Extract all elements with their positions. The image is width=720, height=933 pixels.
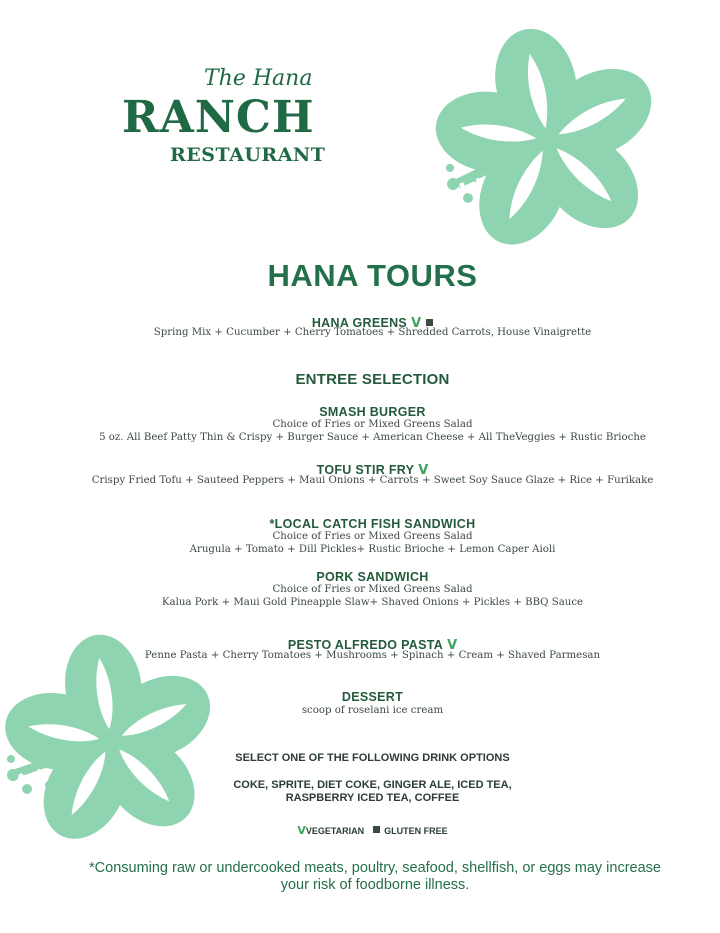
item-description: Crispy Fried Tofu + Sauteed Peppers + Maui Onions + Carrots + Sweet Soy Sauce Glaze + Rice + Furikake <box>91 475 654 486</box>
vegetarian-icon: V <box>297 824 306 837</box>
item-name-smash-burger: SMASH BURGER <box>319 405 426 419</box>
notice-line-2: your risk of foodborne illness. <box>280 877 470 893</box>
item-name: PESTO ALFREDO PASTA <box>287 638 444 652</box>
item-description: 5 oz. All Beef Patty Thin & Crispy + Burger Sauce + American Cheese + All TheVeggies + Rustic Brioche <box>99 432 646 443</box>
item-description: Penne Pasta + Cherry Tomatoes + Mushrooms + Spinach + Cream + Shaved Parmesan <box>144 650 601 661</box>
item-name: TOFU STIR FRY <box>316 463 415 477</box>
notice-line-1: *Consuming raw or undercooked meats, poultry, seafood, shellfish, or eggs may increase <box>89 860 661 876</box>
item-side: Choice of Fries or Mixed Greens Salad <box>272 531 473 542</box>
drink-heading: SELECT ONE OF THE FOLLOWING DRINK OPTIONS <box>235 752 510 764</box>
item-description: Kalua Pork + Maui Gold Pineapple Slaw+ Shaved Onions + Pickles + BBQ Sauce <box>161 597 584 608</box>
gluten-free-icon <box>373 826 380 833</box>
drink-options-line1: COKE, SPRITE, DIET COKE, GINGER ALE, ICED TEA, <box>233 779 512 791</box>
item-name-dessert: DESSERT <box>341 690 404 704</box>
item-side: Choice of Fries or Mixed Greens Salad <box>272 584 473 595</box>
item-name-pork-sandwich: PORK SANDWICH <box>316 570 429 584</box>
gluten-free-icon <box>426 319 433 326</box>
logo-ranch: RANCH <box>122 92 315 143</box>
food-safety-notice <box>30 860 720 894</box>
hibiscus-bottom-left <box>0 630 222 852</box>
vegetarian-icon: V <box>418 463 429 478</box>
vegetarian-icon: V <box>447 638 458 653</box>
vegetarian-icon: V <box>411 316 422 331</box>
legend-vegetarian: VEGETARIAN <box>305 826 365 836</box>
item-description: scoop of roselani ice cream <box>301 705 444 716</box>
item-description: Arugula + Tomato + Dill Pickles+ Rustic Brioche + Lemon Caper Aioli <box>189 544 556 555</box>
page-title: HANA TOURS <box>267 258 478 293</box>
section-heading-entree: ENTREE SELECTION <box>295 371 450 388</box>
restaurant-logo <box>122 66 362 176</box>
logo-restaurant: RESTAURANT <box>170 144 326 166</box>
item-name-local-catch: *LOCAL CATCH FISH SANDWICH <box>269 517 476 531</box>
logo-script: The Hana <box>204 66 313 91</box>
legend-gluten-free: GLUTEN FREE <box>384 826 448 836</box>
item-description: Spring Mix + Cucumber + Cherry Tomatoes + Shredded Carrots, House Vinaigrette <box>153 327 592 338</box>
item-name: HANA GREENS <box>311 316 408 330</box>
dietary-legend <box>0 824 720 837</box>
item-side: Choice of Fries or Mixed Greens Salad <box>272 419 473 430</box>
hibiscus-top-right <box>430 22 666 258</box>
drink-options-line2: RASPBERRY ICED TEA, COFFEE <box>285 792 460 804</box>
